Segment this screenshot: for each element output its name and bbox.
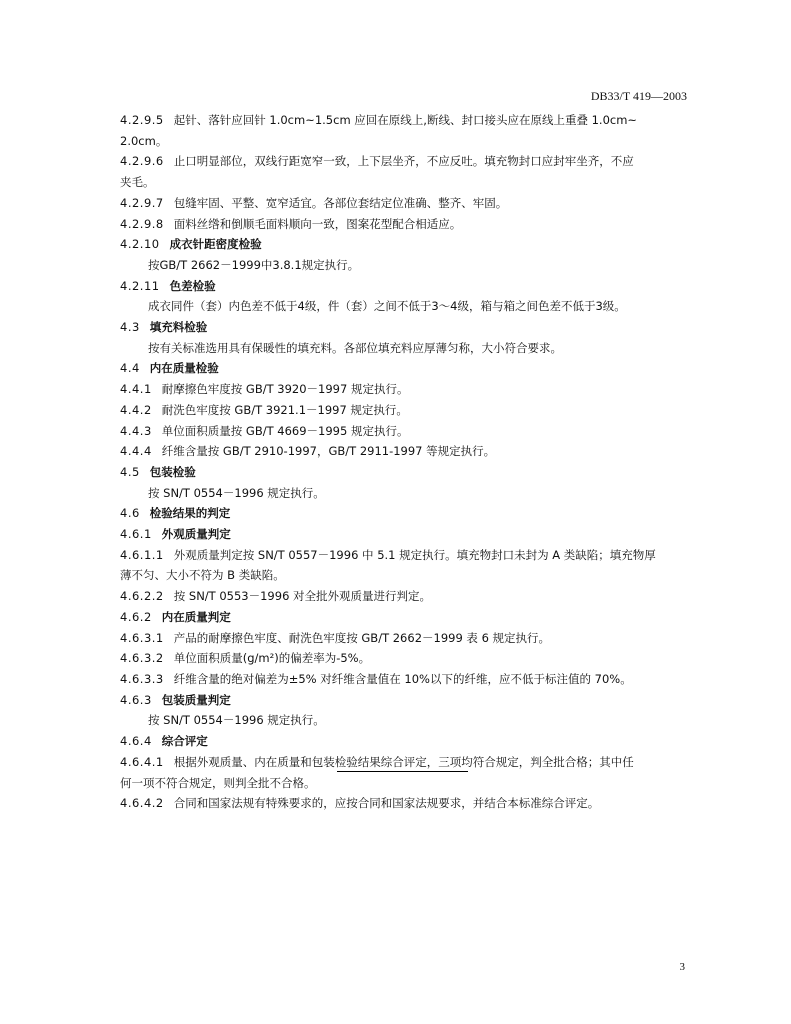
clause-text: 按 SN/T 0553－1996 对全批外观质量进行判定。 xyxy=(173,589,432,604)
section-heading xyxy=(120,524,692,545)
clause-text: 纤维含量按 GB/T 2910-1997，GB/T 2911-1997 等规定执行。 xyxy=(161,444,496,459)
clause-number: 4.6.1 xyxy=(120,527,152,542)
heading-text: 包装质量判定 xyxy=(161,692,231,707)
heading-text: 填充料检验 xyxy=(149,320,208,335)
clause-number: 4.6.1.1 xyxy=(120,547,164,562)
document-body xyxy=(120,110,692,814)
section-heading xyxy=(120,690,692,711)
clause-item xyxy=(120,669,692,690)
clause-number: 4.6.4 xyxy=(120,734,152,749)
page-number: 3 xyxy=(679,961,685,973)
clause-number: 4.2.11 xyxy=(120,278,160,293)
heading-text: 检验结果的判定 xyxy=(149,506,231,521)
heading-text: 成衣针距密度检验 xyxy=(169,237,262,252)
clause-text: 止口明显部位，双线行距宽窄一致，上下层坐齐，不应反吐。填充物封口应封牢坐齐，不应 xyxy=(173,154,634,169)
clause-number: 4.2.10 xyxy=(120,237,160,252)
clause-item xyxy=(120,400,692,421)
document-code: DB33/T 419—2003 xyxy=(590,89,687,103)
clause-number: 4.6.2 xyxy=(120,609,152,624)
clause-text: 外观质量判定按 SN/T 0557－1996 中 5.1 规定执行。填充物封口未封为 A 类缺陷；填充物厚 xyxy=(173,547,656,562)
clause-item xyxy=(120,379,692,400)
clause-number: 4.4.3 xyxy=(120,423,152,438)
clause-number: 4.6.3.1 xyxy=(120,630,164,645)
clause-item xyxy=(120,421,692,442)
section-heading xyxy=(120,462,692,483)
clause-text: 耐摩擦色牢度按 GB/T 3920－1997 规定执行。 xyxy=(161,382,409,397)
clause-item xyxy=(120,628,692,649)
clause-text: 面料丝绺和倒顺毛面料顺向一致，图案花型配合相适应。 xyxy=(173,216,462,231)
paragraph-text: 按GB/T 2662－1999中3.8.1规定执行。 xyxy=(148,257,360,272)
clause-item xyxy=(120,441,692,462)
clause-text: 单位面积质量(g/m²)的偏差率为-5%。 xyxy=(173,651,371,666)
clause-item xyxy=(120,110,692,131)
clause-number: 4.2.9.7 xyxy=(120,195,164,210)
section-heading xyxy=(120,317,692,338)
clause-number: 4.2.9.6 xyxy=(120,154,164,169)
clause-text: 耐洗色牢度按 GB/T 3921.1－1997 规定执行。 xyxy=(161,402,408,417)
clause-number: 4.6 xyxy=(120,506,140,521)
clause-number: 4.4.2 xyxy=(120,402,152,417)
section-heading xyxy=(120,358,692,379)
end-rule xyxy=(337,771,468,772)
paragraph-continuation: 夹毛。 xyxy=(120,175,155,190)
heading-text: 色差检验 xyxy=(169,278,216,293)
heading-text: 内在质量判定 xyxy=(161,609,231,624)
paragraph-text: 成衣同件（套）内色差不低于4级，件（套）之间不低于3～4级，箱与箱之间色差不低于3级。 xyxy=(148,299,626,314)
paragraph-text: 按 SN/T 0554－1996 规定执行。 xyxy=(148,713,325,728)
clause-number: 4.6.4.1 xyxy=(120,754,164,769)
clause-number: 4.2.9.8 xyxy=(120,216,164,231)
clause-number: 4.6.3 xyxy=(120,692,152,707)
paragraph-text: 按 SN/T 0554－1996 规定执行。 xyxy=(148,485,325,500)
clause-number: 4.6.4.2 xyxy=(120,796,164,811)
clause-item xyxy=(120,793,692,814)
clause-number: 4.3 xyxy=(120,320,140,335)
clause-number: 4.5 xyxy=(120,464,140,479)
heading-text: 外观质量判定 xyxy=(161,527,231,542)
clause-text: 纤维含量的绝对偏差为±5% 对纤维含量值在 10%以下的纤维，应不低于标注值的 70%。 xyxy=(173,671,632,686)
clause-number: 4.2.9.5 xyxy=(120,113,164,127)
clause-number: 4.4 xyxy=(120,361,140,376)
clause-item xyxy=(120,545,692,566)
clause-number: 4.4.4 xyxy=(120,444,152,459)
heading-text: 内在质量检验 xyxy=(149,361,219,376)
clause-text: 合同和国家法规有特殊要求的，应按合同和国家法规要求，并结合本标准综合评定。 xyxy=(173,796,600,811)
clause-number: 4.6.2.2 xyxy=(120,589,164,604)
paragraph-continuation: 2.0cm。 xyxy=(120,133,168,148)
clause-item xyxy=(120,648,692,669)
clause-text: 包缝牢固、平整、宽窄适宜。各部位套结定位准确、整齐、牢固。 xyxy=(173,195,508,210)
clause-text: 产品的耐摩擦色牢度、耐洗色牢度按 GB/T 2662－1999 表 6 规定执行。 xyxy=(173,630,551,645)
clause-item xyxy=(120,214,692,235)
clause-item xyxy=(120,193,692,214)
section-heading xyxy=(120,503,692,524)
clause-number: 4.6.3.3 xyxy=(120,671,164,686)
paragraph-text: 按有关标准选用具有保暖性的填充料。各部位填充料应厚薄匀称，大小符合要求。 xyxy=(148,340,562,355)
heading-text: 包装检验 xyxy=(149,464,196,479)
clause-text: 根据外观质量、内在质量和包装检验结果综合评定，三项均符合规定，判全批合格；其中任 xyxy=(173,754,634,769)
heading-text: 综合评定 xyxy=(161,734,208,749)
paragraph-continuation: 何一项不符合规定，则判全批不合格。 xyxy=(120,775,316,790)
clause-number: 4.6.3.2 xyxy=(120,651,164,666)
clause-text: 单位面积质量按 GB/T 4669－1995 规定执行。 xyxy=(161,423,409,438)
paragraph-continuation: 薄不匀、大小不符为 B 类缺陷。 xyxy=(120,568,285,583)
clause-item xyxy=(120,752,692,773)
clause-text: 起针、落针应回针 1.0cm~1.5cm 应回在原线上,断线、封口接头应在原线上重叠 1.0cm~ xyxy=(173,113,638,127)
clause-item xyxy=(120,151,692,172)
clause-item xyxy=(120,586,692,607)
section-heading xyxy=(120,731,692,752)
clause-number: 4.4.1 xyxy=(120,382,152,397)
section-heading xyxy=(120,234,692,255)
section-heading xyxy=(120,276,692,297)
section-heading xyxy=(120,607,692,628)
